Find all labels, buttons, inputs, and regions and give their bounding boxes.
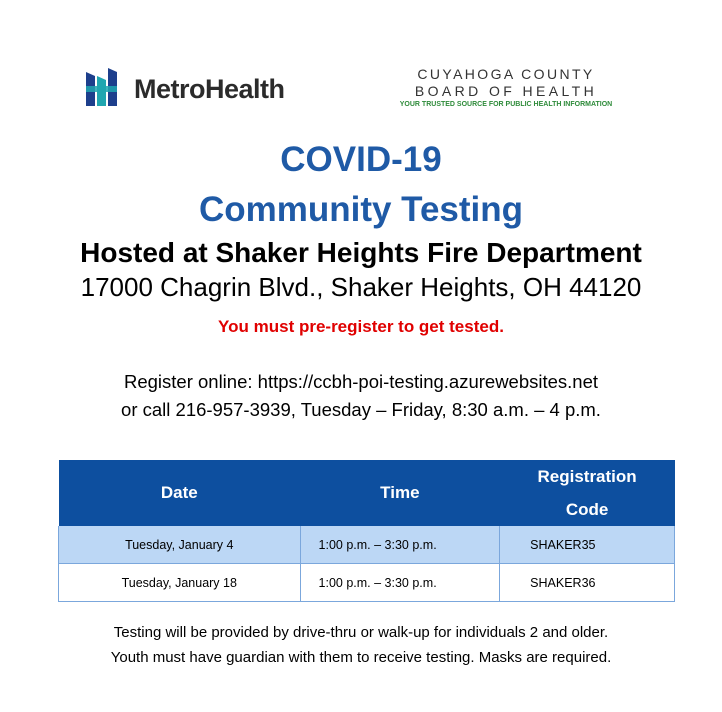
header-registration-code — [500, 460, 675, 526]
board-logo-line2: BOARD OF HEALTH — [414, 83, 598, 99]
register-online: Register online: https://ccbh-poi-testing.azurewebsites.net — [123, 371, 599, 392]
cell-code: SHAKER36 — [500, 564, 675, 602]
header-date: Date — [59, 460, 301, 526]
title-covid: COVID-19 — [280, 140, 442, 179]
table-header-row — [59, 460, 675, 526]
header-code-line2: Code — [565, 500, 609, 519]
address: 17000 Chagrin Blvd., Shaker Heights, OH 44120 — [80, 272, 642, 302]
schedule-table — [58, 460, 675, 602]
footer-note-guardian: Youth must have guardian with them to receive testing. Masks are required. — [110, 649, 612, 666]
board-logo-tagline: YOUR TRUSTED SOURCE FOR PUBLIC HEALTH INFORMATION — [399, 101, 613, 108]
cell-code: SHAKER35 — [500, 526, 675, 564]
hosted-location: Hosted at Shaker Heights Fire Department — [80, 237, 642, 268]
cell-date: Tuesday, January 4 — [59, 526, 301, 564]
metrohealth-mark-icon — [84, 66, 128, 110]
header-time: Time — [300, 460, 500, 526]
table-row — [59, 564, 675, 602]
cell-time: 1:00 p.m. – 3:30 p.m. — [300, 526, 500, 564]
preregister-notice: You must pre-register to get tested. — [218, 317, 504, 336]
metrohealth-logo — [84, 66, 294, 112]
register-phone: or call 216-957-3939, Tuesday – Friday, 8:30 a.m. – 4 p.m. — [121, 399, 601, 420]
title-community-testing: Community Testing — [198, 190, 524, 229]
table-row — [59, 526, 675, 564]
board-logo-line1: CUYAHOGA COUNTY — [417, 66, 595, 82]
cell-date: Tuesday, January 18 — [59, 564, 301, 602]
board-of-health-logo — [398, 66, 614, 116]
metrohealth-wordmark: MetroHealth — [134, 74, 285, 104]
footer-note-eligibility: Testing will be provided by drive-thru or walk-up for individuals 2 and older. — [113, 624, 609, 641]
header-code-line1: Registration — [537, 467, 637, 486]
cell-time: 1:00 p.m. – 3:30 p.m. — [300, 564, 500, 602]
